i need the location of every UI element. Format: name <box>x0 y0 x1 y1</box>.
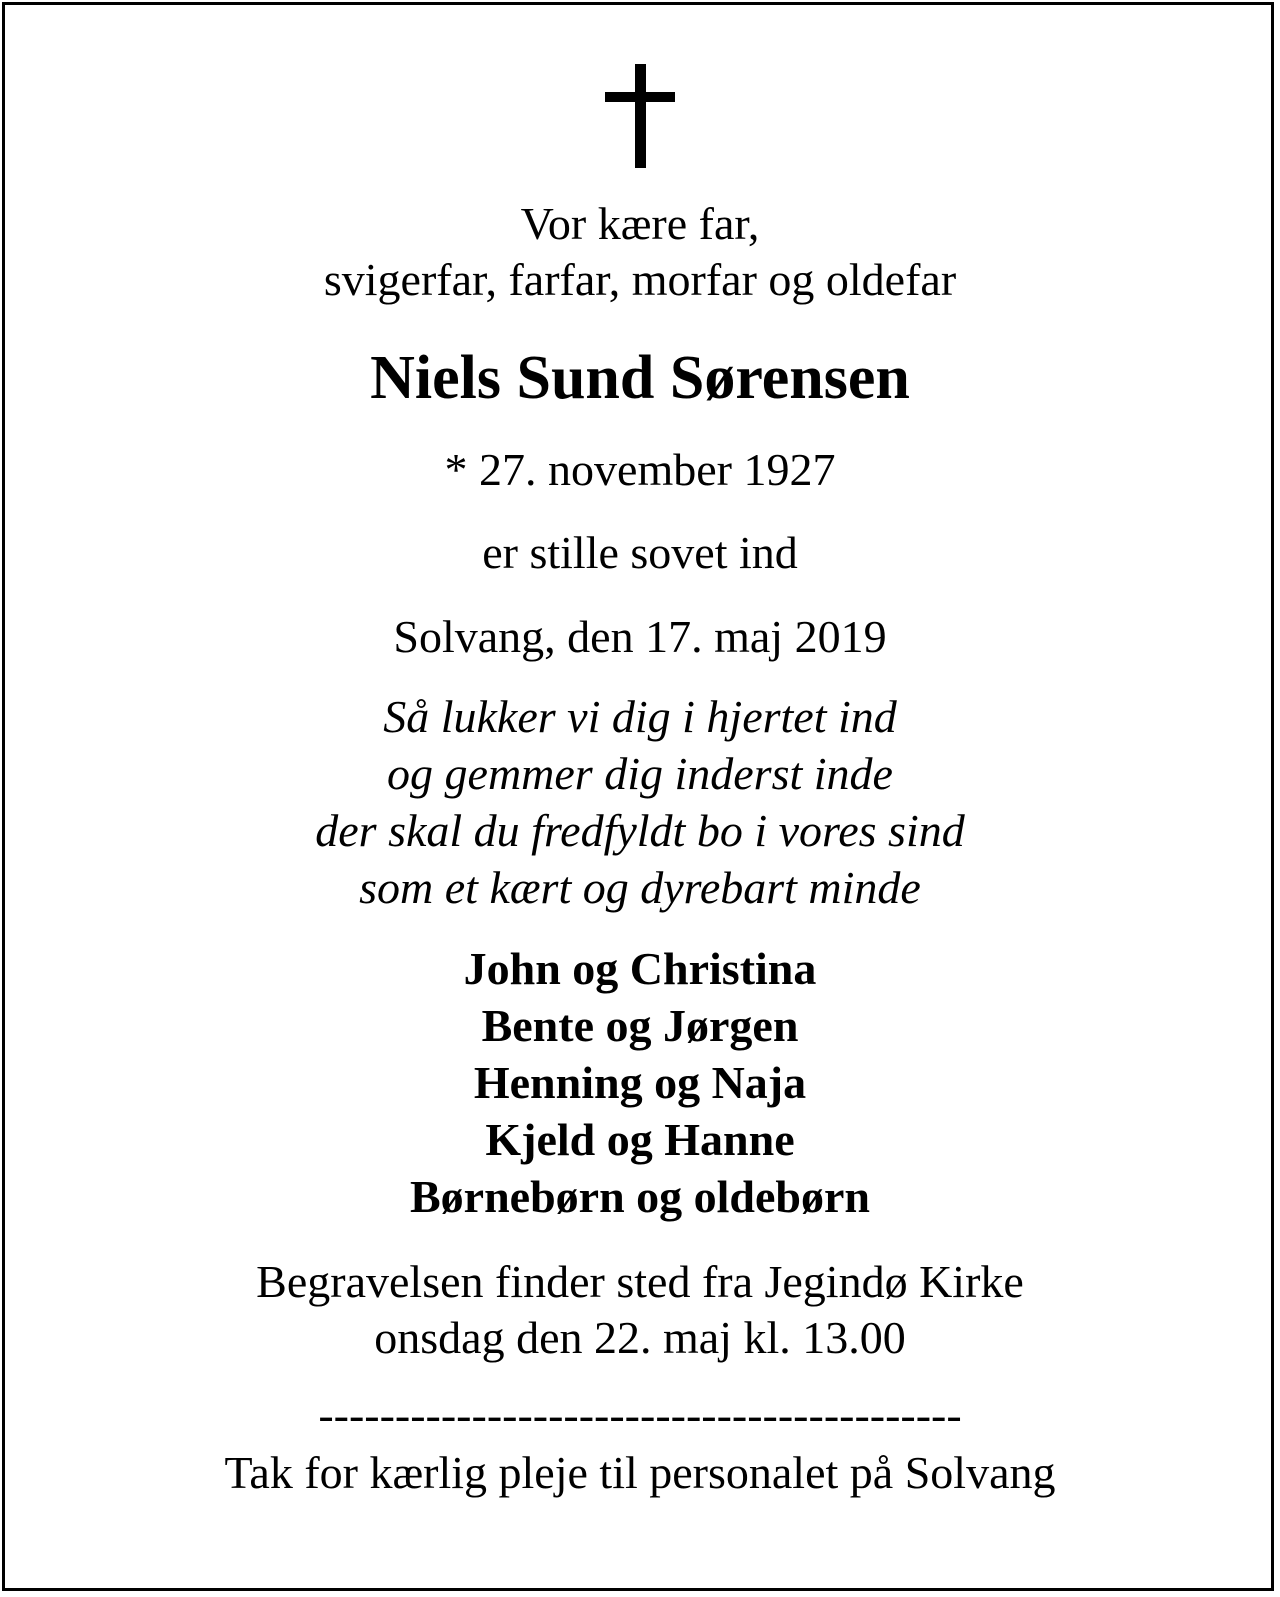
intro-line-2: svigerfar, farfar, morfar og oldefar <box>323 254 957 305</box>
poem-line-1: Så lukker vi dig i hjertet ind <box>383 691 897 742</box>
poem-line-2: og gemmer dig inderst inde <box>387 748 893 799</box>
place-and-date: Solvang, den 17. maj 2019 <box>393 611 887 662</box>
family-line-1: John og Christina <box>463 943 817 994</box>
thanks-text: Tak for kærlig pleje til personalet på Solvang <box>224 1447 1056 1498</box>
intro-line-1: Vor kære far, <box>520 198 760 249</box>
separator-line: ------------------------------------------ <box>318 1389 962 1440</box>
family-line-2: Bente og Jørgen <box>481 1000 799 1051</box>
family-line-4: Kjeld og Hanne <box>485 1114 795 1165</box>
passed-text: er stille sovet ind <box>482 527 798 578</box>
funeral-line-2: onsdag den 22. maj kl. 13.00 <box>374 1312 906 1363</box>
family-line-5: Børnebørn og oldebørn <box>409 1171 871 1222</box>
family-line-3: Henning og Naja <box>473 1057 807 1108</box>
deceased-name: Niels Sund Sørensen <box>370 344 910 412</box>
cross-icon <box>605 64 675 168</box>
poem-line-3: der skal du fredfyldt bo i vores sind <box>315 805 965 856</box>
funeral-line-1: Begravelsen finder sted fra Jegindø Kirke <box>256 1256 1024 1307</box>
poem-line-4: som et kært og dyrebart minde <box>359 862 921 913</box>
birth-date: * 27. november 1927 <box>444 444 836 495</box>
